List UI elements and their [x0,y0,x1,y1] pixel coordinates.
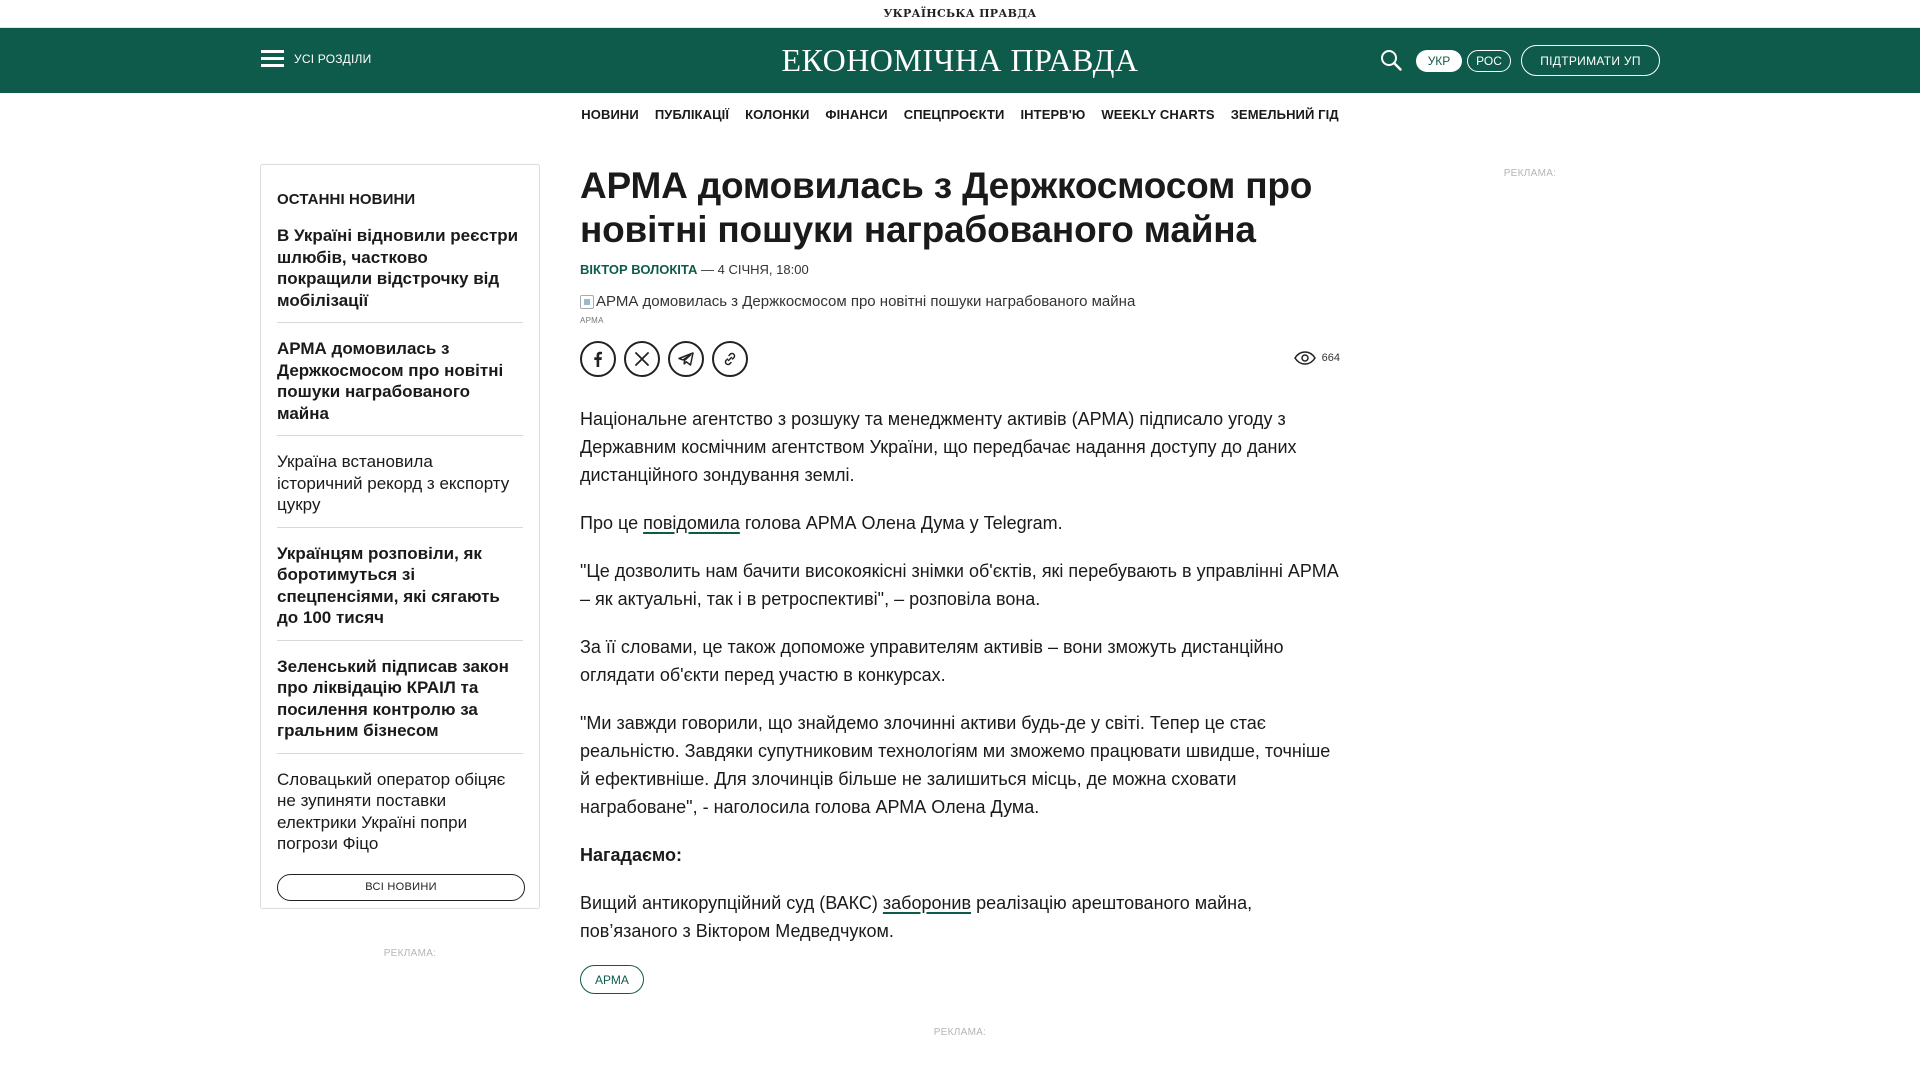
all-news-button[interactable]: ВСІ НОВИНИ [277,874,525,901]
views-count: 664 [1321,352,1340,364]
link-icon [722,351,738,367]
site-header [0,28,1920,93]
share-row [580,341,1340,377]
ad-label-right: РЕКЛАМА: [1503,168,1557,179]
broken-image-icon [580,295,594,309]
latest-news-sidebar [260,164,540,909]
all-sections-button[interactable] [261,50,371,67]
nav-item-news[interactable]: НОВИНИ [581,106,639,122]
reminder-heading: Нагадаємо: [580,845,682,865]
paragraph-text: Про це [580,513,644,533]
author-link[interactable]: ВІКТОР ВОЛОКІТА [580,262,698,277]
ad-label-bottom: РЕКЛАМА: [933,1027,987,1038]
hamburger-icon [261,50,284,67]
nav-item-publications[interactable]: ПУБЛІКАЦІЇ [654,106,730,122]
x-icon [634,351,650,367]
news-item[interactable]: В Україні відновили реєстри шлюбів, частково покращили відстрочку від мобілізації [277,220,523,323]
nav-item-land-guide[interactable]: ЗЕМЕЛЬНИЙ ГІД [1230,106,1339,122]
related-link[interactable]: заборонив [882,893,972,913]
facebook-share-button[interactable] [580,341,616,377]
tag-arma[interactable]: АРМА [580,965,644,994]
paragraph-text: голова АРМА Олена Дума у Telegram. [739,513,1063,533]
news-item[interactable]: Україна встановила історичний рекорд з експорту цукру [277,446,523,528]
telegram-icon [677,350,695,368]
search-icon[interactable] [1380,49,1402,71]
article-date: — 4 СІЧНЯ, 18:00 [697,262,809,277]
nav-item-interview[interactable]: ІНТЕРВ'Ю [1020,106,1086,122]
paragraph: "Ми завжди говорили, що знайдемо злочинні активи будь-де у світі. Тепер це стає реальністю. Завдяки супутниковим технологіям ми зможемо працювати швидше, точніше й ефективніше. Для злочинців більше не залишиться місць, де можна сховати награбоване", - наголосила голова АРМА Олена Дума. [580,713,1331,817]
lang-ukr-button[interactable]: УКР [1416,50,1462,72]
news-item[interactable]: Словацький оператор обіцяє не зупиняти поставки електрики Україні попри погрози Фіцо [277,769,506,853]
image-caption: АРМА [580,316,604,325]
eye-icon [1294,351,1316,365]
site-logo[interactable]: ЕКОНОМІЧНА ПРАВДА [781,42,1139,78]
latest-news-title: ОСТАННІ НОВИНИ [277,191,416,208]
article [580,164,1340,994]
nav-item-columns[interactable]: КОЛОНКИ [745,106,810,122]
x-share-button[interactable] [624,341,660,377]
article-image-alt: АРМА домовилась з Держкосмосом про новітні пошуки награбованого майна [596,293,1136,310]
paragraph: За її словами, це також допоможе управителям активів – вони зможуть дистанційно оглядати об'єкти перед участю в конкурсах. [580,637,1284,685]
nav-item-weekly-charts[interactable]: WEEKLY CHARTS [1101,106,1215,122]
top-strip [0,0,1920,28]
nav-item-special-projects[interactable]: СПЕЦПРОЄКТИ [903,106,1005,122]
main-nav [0,93,1920,135]
source-link[interactable]: повідомила [643,513,740,533]
facebook-icon [589,350,607,368]
lang-ros-button[interactable]: РОС [1467,50,1511,72]
paragraph-text: Вищий антикорупційний суд (ВАКС) [580,893,883,913]
copy-link-button[interactable] [712,341,748,377]
all-sections-label: УСІ РОЗДІЛИ [294,51,372,66]
paragraph [580,889,1340,945]
article-byline [580,262,1340,277]
news-item[interactable]: АРМА домовилась з Держкосмосом про новітні пошуки награбованого майна [277,333,523,436]
up-brand-link[interactable]: УКРАЇНСЬКА ПРАВДА [883,7,1037,20]
news-item[interactable]: Зеленський підписав закон про ліквідацію КРАІЛ та посилення контролю за гральним бізнесом [277,651,523,754]
telegram-share-button[interactable] [668,341,704,377]
paragraph [580,509,1340,537]
nav-item-finance[interactable]: ФІНАНСИ [825,106,888,122]
news-item[interactable]: Українцям розповіли, як боротимуться зі спецпенсіями, які сягають до 100 тисяч [277,538,523,641]
views-counter [1294,351,1340,365]
paragraph: "Це дозволить нам бачити високоякісні знімки об'єктів, які перебувають в управлінні АРМА – як актуальні, так і в ретроспективі", – розповіла вона. [580,561,1339,609]
ad-label-left: РЕКЛАМА: [383,948,437,959]
paragraph: Національне агентство з розшуку та менеджменту активів (АРМА) підписало угоду з Державним космічним агентством України, що передбачає надання доступу до даних дистанційного зондування землі. [580,409,1297,485]
article-body [580,405,1340,994]
support-button[interactable]: ПІДТРИМАТИ УП [1521,45,1660,76]
paragraph-text: реалізацію арештованого майна, пов’язаного з Віктором Медведчуком. [580,893,1253,941]
article-image [580,293,1340,310]
article-title: АРМА домовилась з Держкосмосом про новітні пошуки награбованого майна [580,165,1313,250]
